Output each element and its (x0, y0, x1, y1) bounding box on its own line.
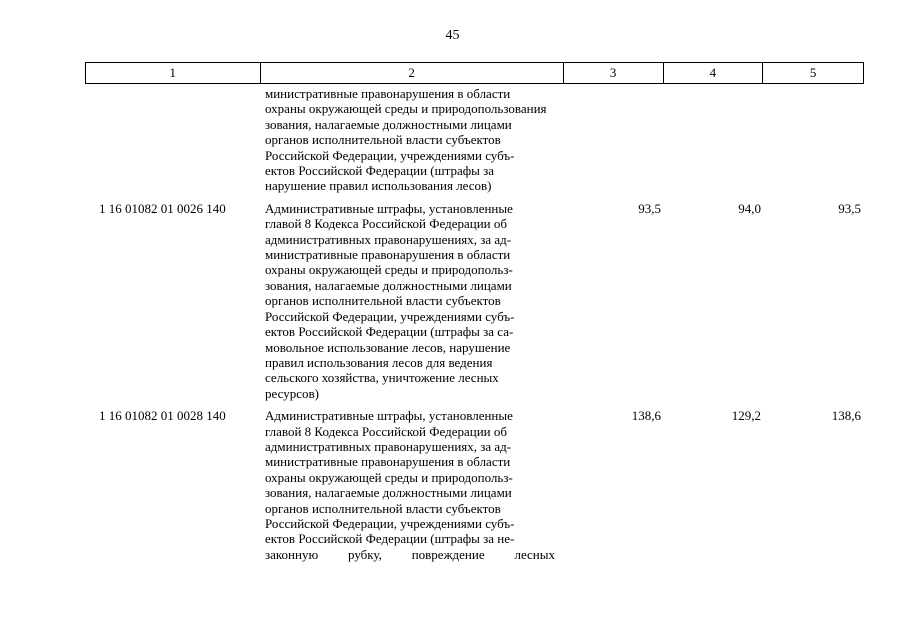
value-cell-5: 138,6 (831, 408, 861, 424)
name-line: органов исполнительной власти субъектов (265, 500, 501, 516)
code-cell (85, 86, 260, 194)
name-line: законную рубку, повреждение лесных (265, 546, 555, 562)
name-line: зования, налагаемые должностными лицами (265, 277, 512, 293)
name-line: ресурсов) (265, 385, 319, 401)
name-line: Российской Федерации, учреждениями субъ- (265, 308, 515, 324)
table-row-continuation (85, 86, 864, 194)
value-cell-3 (564, 86, 664, 194)
name-line: органов исполнительной власти субъектов (265, 132, 501, 148)
name-line: зования, налагаемые должностными лицами (265, 116, 512, 132)
name-cell (260, 86, 564, 194)
value-cell-3: 93,5 (638, 200, 661, 216)
name-line: административных правонарушениях, за ад- (265, 438, 512, 454)
column-header-5: 5 (809, 65, 817, 80)
column-header-4: 4 (664, 63, 764, 83)
value-cell-3: 138,6 (631, 408, 661, 424)
name-cell (260, 408, 564, 562)
value-cell-4: 94,0 (738, 200, 761, 216)
table-header-row (85, 62, 864, 84)
name-line: административных правонарушениях, за ад- (265, 231, 512, 247)
code-cell: 1 16 01082 01 0026 140 (99, 200, 226, 216)
name-line: Административные штрафы, установленные (265, 408, 513, 424)
column-header-2: 2 (261, 63, 564, 83)
name-line: ектов Российской Федерации (штрафы за (265, 163, 495, 179)
column-header-3: 3 (564, 63, 664, 83)
name-line: Российской Федерации, учреждениями субъ- (265, 147, 515, 163)
name-line: главой 8 Кодекса Российской Федерации об (265, 423, 507, 439)
name-line: Российской Федерации, учреждениями субъ- (265, 515, 515, 531)
value-cell-4 (664, 86, 764, 194)
name-line: правил использования лесов для ведения (265, 354, 493, 370)
name-line: нарушение правил использования лесов) (265, 178, 492, 194)
name-line: зования, налагаемые должностными лицами (265, 485, 512, 501)
name-line: министративные правонарушения в области (265, 454, 511, 470)
name-line: ектов Российской Федерации (штрафы за не- (265, 531, 515, 547)
table-body (85, 86, 864, 562)
name-line: мовольное использование лесов, нарушение (265, 339, 511, 355)
name-line: органов исполнительной власти субъектов (265, 293, 501, 309)
name-line: Административные штрафы, установленные (265, 200, 513, 216)
name-line: сельского хозяйства, уничтожение лесных (265, 370, 499, 386)
name-cell (260, 201, 564, 401)
table-row (85, 201, 864, 401)
name-line: министративные правонарушения в области (265, 247, 511, 263)
name-line: ектов Российской Федерации (штрафы за са- (265, 324, 514, 340)
name-line: главой 8 Кодекса Российской Федерации об (265, 216, 507, 232)
value-cell-5 (764, 86, 864, 194)
page-number: 45 (445, 28, 460, 43)
column-header-1: 1 (86, 63, 261, 83)
code-cell: 1 16 01082 01 0028 140 (99, 408, 226, 424)
name-line: охраны окружающей среды и природопользования (265, 101, 547, 117)
name-line: охраны окружающей среды и природопольз- (265, 469, 513, 485)
table-row (85, 408, 864, 562)
name-line: министративные правонарушения в области (265, 86, 511, 101)
name-line: охраны окружающей среды и природопольз- (265, 262, 513, 278)
value-cell-4: 129,2 (731, 408, 761, 424)
value-cell-5: 93,5 (838, 200, 861, 216)
